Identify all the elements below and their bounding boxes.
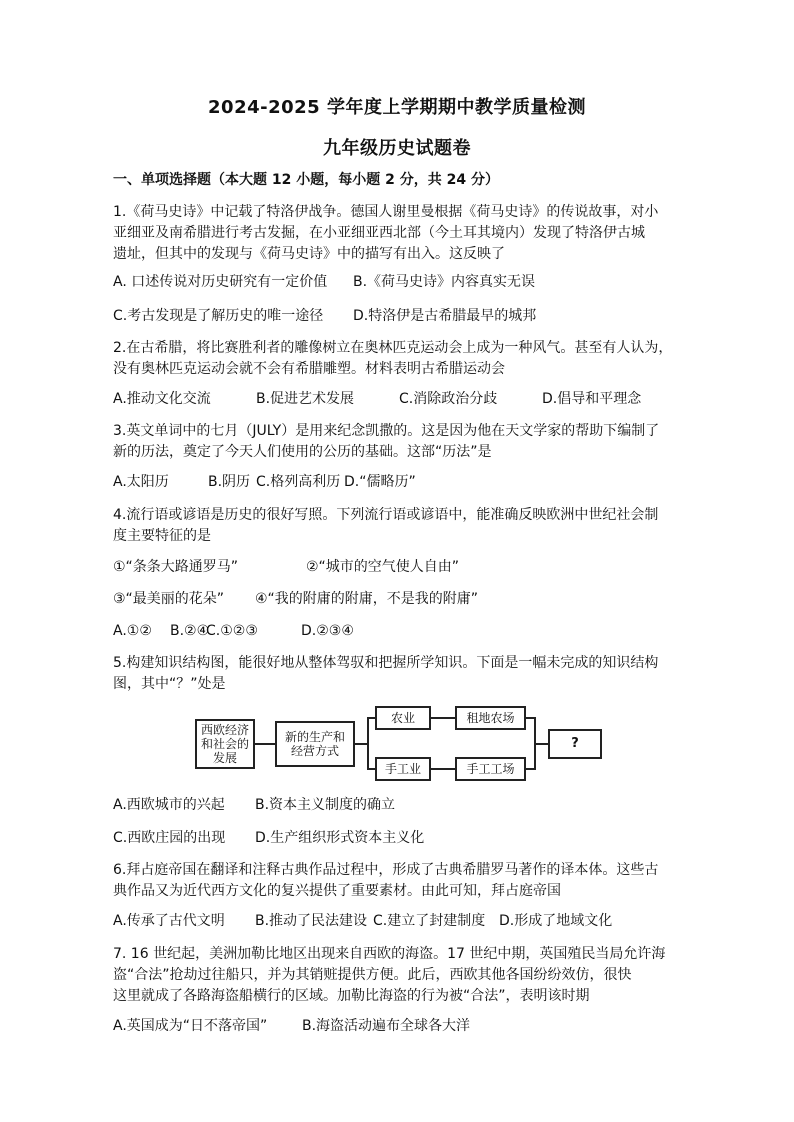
q5-options-row [113, 795, 693, 815]
q1-option-d[interactable]: D.特洛伊是古希腊最早的城邦 [353, 308, 537, 324]
q4-option-c[interactable]: C.①②③ [206, 623, 258, 639]
q5-options-row [113, 828, 693, 848]
diagram-box-workshop [455, 757, 526, 781]
q5-option-a[interactable]: A.西欧城市的兴起 [113, 797, 225, 813]
q2-option-d[interactable]: D.倡导和平理念 [542, 391, 642, 407]
q6-option-a[interactable]: A.传承了古代文明 [113, 913, 225, 929]
q4-item-3: ③“最美丽的花朵” [113, 591, 225, 607]
section-heading: 一、单项选择题（本大题 12 小题，每小题 2 分，共 24 分） [113, 172, 499, 188]
q4-item-2: ②“城市的空气使人自由” [306, 559, 460, 575]
diagram-farm-label: 租地农场 [466, 711, 515, 725]
q1-stem-line: 1.《荷马史诗》中记载了特洛伊战争。德国人谢里曼根据《荷马史诗》的传说故事，对小 [113, 204, 659, 220]
q2-stem-line: 没有奥林匹克运动会就不会有希腊雕塑。材料表明古希腊运动会 [113, 361, 505, 377]
q3-option-b[interactable]: B.阴历 [208, 474, 251, 490]
q4-item-1: ①“条条大路通罗马” [113, 559, 239, 575]
q4-items-row [113, 589, 693, 609]
q3-option-a[interactable]: A.太阳历 [113, 474, 169, 490]
diagram-start-label: 和社会的 [200, 737, 249, 751]
q5-option-d[interactable]: D.生产组织形式资本主义化 [255, 830, 425, 846]
diagram-start-label: 发展 [212, 751, 237, 765]
connector-line [367, 717, 369, 770]
q3-option-d[interactable]: D.“儒略历” [344, 474, 416, 490]
q7-stem-line: 7. 16 世纪起，美洲加勒比地区出现来自西欧的海盗。17 世纪中期，英国殖民当局允许海 [113, 946, 666, 962]
exam-subtitle: 九年级历史试题卷 [323, 138, 471, 159]
q6-option-b[interactable]: B.推动了民法建设 [255, 913, 368, 929]
diagram-mode-label: 经营方式 [290, 744, 339, 758]
q3-option-c[interactable]: C.格列高利历 [256, 474, 341, 490]
q3-stem-line: 3.英文单词中的七月（JULY）是用来纪念凯撒的。这是因为他在天文学家的帮助下编制了 [113, 423, 660, 439]
q4-stem-line: 度主要特征的是 [113, 528, 211, 544]
diagram-unknown-label: ? [571, 736, 579, 751]
q7-option-a[interactable]: A.英国成为“日不落帝国” [113, 1018, 268, 1034]
diagram-box-farm [455, 706, 526, 730]
connector-line [254, 743, 275, 745]
diagram-box-start [195, 719, 255, 769]
q4-item-4: ④“我的附庸的附庸，不是我的附庸” [255, 591, 479, 607]
q1-options-row [113, 272, 693, 292]
q2-option-c[interactable]: C.消除政治分歧 [399, 391, 498, 407]
diagram-box-handicraft [375, 757, 431, 781]
diagram-box-agriculture [375, 706, 431, 730]
knowledge-structure-diagram [195, 703, 605, 785]
q2-option-a[interactable]: A.推动文化交流 [113, 391, 211, 407]
diagram-workshop-label: 手工工场 [466, 762, 515, 776]
connector-line [534, 743, 548, 745]
exam-title: 2024-2025 学年度上学期期中教学质量检测 [208, 97, 586, 118]
q6-option-d[interactable]: D.形成了地域文化 [499, 913, 613, 929]
q3-stem-line: 新的历法，奠定了今天人们使用的公历的基础。这部“历法”是 [113, 444, 492, 460]
connector-line [367, 717, 375, 719]
q6-stem-line: 6.拜占庭帝国在翻译和注释古典作品过程中，形成了古典希腊罗马著作的译本体。这些古 [113, 862, 659, 878]
q7-stem-line: 这里就成了各路海盗船横行的区域。加勒比海盗的行为被“合法”，表明该时期 [113, 988, 590, 1004]
q1-option-b[interactable]: B.《荷马史诗》内容真实无误 [353, 274, 536, 290]
diagram-box-unknown [548, 729, 602, 759]
q1-option-a[interactable]: A. 口述传说对历史研究有一定价值 [113, 274, 328, 290]
q7-option-b[interactable]: B.海盗活动遍布全球各大洋 [302, 1018, 471, 1034]
q4-items-row [113, 557, 693, 577]
q1-stem-line: 亚细亚及南希腊进行考古发掘，在小亚细亚西北部（今土耳其境内）发现了特洛伊古城 [113, 225, 645, 241]
q3-options-row [113, 472, 693, 492]
q4-option-a[interactable]: A.①② [113, 623, 152, 639]
q5-stem-line: 图，其中“？”处是 [113, 676, 226, 692]
q1-stem-line: 遗址，但其中的发现与《荷马史诗》中的描写有出入。这反映了 [113, 246, 505, 262]
diagram-mode-label: 新的生产和 [284, 730, 345, 744]
q6-option-c[interactable]: C.建立了封建制度 [373, 913, 486, 929]
q4-option-b[interactable]: B.②④ [170, 623, 210, 639]
q5-option-b[interactable]: B.资本主义制度的确立 [255, 797, 396, 813]
q7-options-row [113, 1016, 693, 1036]
q7-stem-line: 盗“合法”抢劫过往船只，并为其销赃提供方便。此后，西欧其他各国纷纷效仿，很快 [113, 967, 632, 983]
diagram-agriculture-label: 农业 [390, 711, 415, 725]
connector-line [431, 768, 455, 770]
q1-options-row [113, 306, 693, 326]
diagram-handicraft-label: 手工业 [384, 762, 421, 776]
q4-options-row [113, 621, 693, 641]
q6-options-row [113, 911, 693, 931]
q5-stem-line: 5.构建知识结构图，能很好地从整体驾驭和把握所学知识。下面是一幅未完成的知识结构 [113, 655, 659, 671]
q2-options-row [113, 389, 693, 409]
q6-stem-line: 典作品又为近代西方文化的复兴提供了重要素材。由此可知，拜占庭帝国 [113, 883, 561, 899]
connector-line [431, 717, 455, 719]
diagram-box-mode [275, 721, 355, 767]
q5-option-c[interactable]: C.西欧庄园的出现 [113, 830, 226, 846]
connector-line [355, 743, 367, 745]
q2-option-b[interactable]: B.促进艺术发展 [256, 391, 355, 407]
q4-stem-line: 4.流行语或谚语是历史的很好写照。下列流行语或谚语中，能准确反映欧洲中世纪社会制 [113, 507, 659, 523]
diagram-start-label: 西欧经济 [200, 723, 249, 737]
q1-option-c[interactable]: C.考古发现是了解历史的唯一途径 [113, 308, 324, 324]
q4-option-d[interactable]: D.②③④ [301, 623, 354, 639]
q2-stem-line: 2.在古希腊，将比赛胜利者的雕像树立在奥林匹克运动会上成为一种风气。甚至有人认为， [113, 340, 673, 356]
connector-line [367, 768, 375, 770]
